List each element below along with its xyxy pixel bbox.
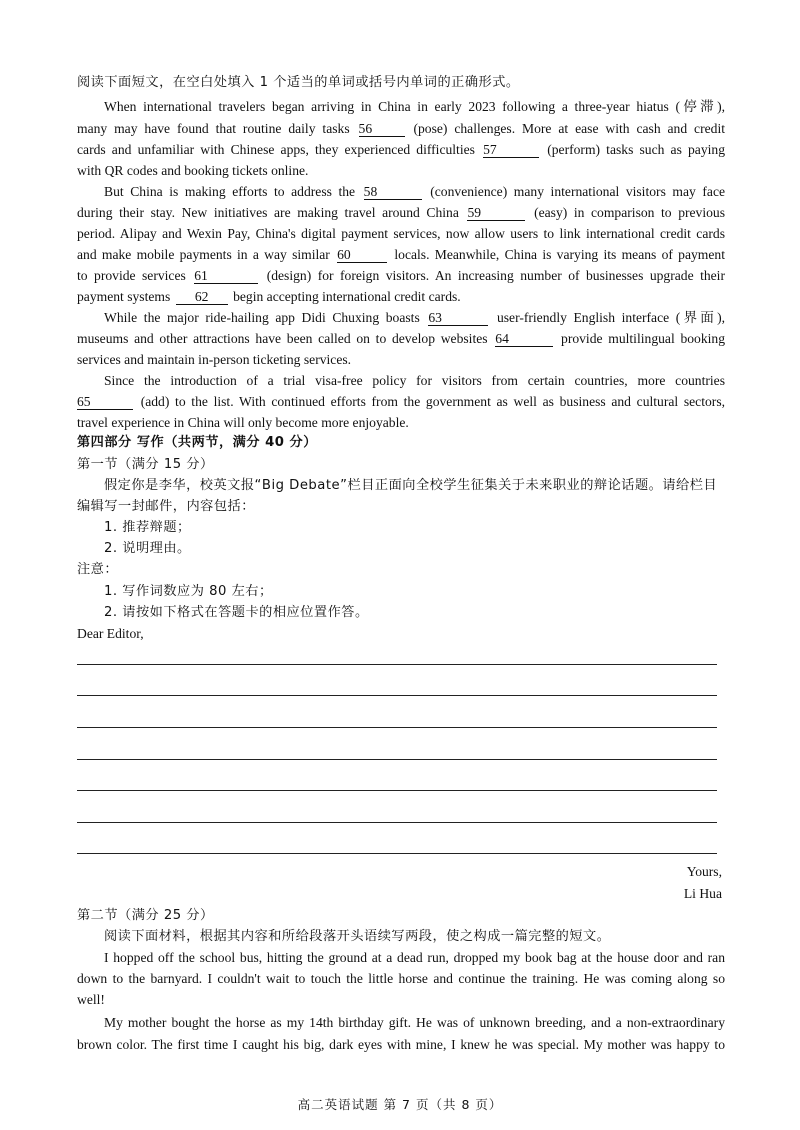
answer-line[interactable]	[77, 759, 717, 760]
passage-line: But China is making efforts to address the 58 (convenience) many international visitors may face	[104, 184, 726, 199]
part4-heading: 第四部分 写作（共两节，满分 40 分）	[77, 435, 317, 450]
page-footer: 高二英语试题 第 7 页（共 8 页）	[297, 1097, 503, 1112]
passage-line: When international travelers began arriving in China in early 2023 following a three-year hiatus (停滞),	[104, 99, 725, 114]
writing-prompt: 编辑写一封邮件，内容包括：	[77, 499, 255, 514]
blank-60[interactable]: 60	[337, 247, 387, 263]
passage-line: during their stay. New initiatives are making travel around China 59 (easy) in comparison to previous	[77, 205, 726, 220]
section1-heading: 第一节（满分 15 分）	[77, 457, 214, 472]
answer-line[interactable]	[77, 664, 717, 665]
continuation-instruction: 阅读下面材料，根据其内容和所给段落开头语续写两段，使之构成一篇完整的短文。	[104, 929, 611, 944]
passage-line: Since the introduction of a trial visa-free policy for visitors from certain countries, more countries	[104, 373, 725, 388]
blank-61[interactable]: 61	[194, 268, 258, 284]
letter-salutation: Dear Editor,	[77, 626, 144, 641]
letter-closing: Yours,	[686, 864, 722, 879]
note-heading: 注意：	[77, 562, 119, 577]
story-line: My mother bought the horse as my 14th birthday gift. He was of unknown breeding, and a non-extraordinary	[104, 1015, 725, 1030]
story-line: brown color. The first time I caught his big, dark eyes with mine, I knew he was special. My mother was happy to	[77, 1037, 725, 1052]
passage-line: many may have found that routine daily tasks 56 (pose) challenges. More at ease with cash and credit	[77, 121, 726, 136]
answer-line[interactable]	[77, 790, 717, 791]
passage-line: payment systems 62 begin accepting international credit cards.	[77, 289, 461, 304]
story-line: I hopped off the school bus, hitting the ground at a dead run, dropped my book bag at the house door and ran	[104, 950, 725, 965]
passage-line: museums and other attractions have been called on to develop websites 64 provide multilingual booking	[77, 331, 725, 346]
prompt-item: 2. 说明理由。	[104, 541, 191, 556]
passage-line: services and maintain in-person ticketing services.	[77, 352, 352, 367]
passage-line: cards and unfamiliar with Chinese apps, they experienced difficulties 57 (perform) tasks such as paying	[77, 142, 725, 157]
letter-signature: Li Hua	[683, 886, 722, 901]
answer-line[interactable]	[77, 853, 717, 854]
prompt-item: 1. 推荐辩题；	[104, 520, 191, 535]
answer-line[interactable]	[77, 822, 717, 823]
blank-62[interactable]: 62	[176, 289, 228, 305]
answer-line[interactable]	[77, 695, 717, 696]
blank-57[interactable]: 57	[483, 142, 539, 158]
blank-65[interactable]: 65	[77, 394, 133, 410]
answer-line[interactable]	[77, 727, 717, 728]
note-item: 2. 请按如下格式在答题卡的相应位置作答。	[104, 605, 369, 620]
passage-line: to provide services 61 (design) for foreign visitors. An increasing number of businesses upgrade their	[77, 268, 725, 283]
blank-58[interactable]: 58	[364, 184, 422, 200]
cloze-instruction: 阅读下面短文，在空白处填入 1 个适当的单词或括号内单词的正确形式。	[77, 75, 520, 90]
passage-line: travel experience in China will only become more enjoyable.	[77, 415, 409, 430]
blank-59[interactable]: 59	[467, 205, 525, 221]
story-line: well!	[77, 992, 105, 1007]
passage-line: While the major ride-hailing app Didi Chuxing boasts 63 user-friendly English interface (界面),	[104, 310, 725, 325]
blank-56[interactable]: 56	[359, 121, 405, 137]
section2-heading: 第二节（满分 25 分）	[77, 908, 214, 923]
passage-line: 65 (add) to the list. With continued efforts from the government as well as business and cultural sectors,	[77, 394, 726, 409]
passage-line: period. Alipay and Wexin Pay, China's digital payment services, now allow users to link international credit cards	[77, 226, 725, 241]
blank-64[interactable]: 64	[495, 331, 553, 347]
passage-line: with QR codes and booking tickets online.	[77, 163, 309, 178]
note-item: 1. 写作词数应为 80 左右；	[104, 584, 273, 599]
passage-line: and make mobile payments in a way similar 60 locals. Meanwhile, China is varying its means of payment	[77, 247, 725, 262]
writing-prompt: 假定你是李华，校英文报“Big Debate”栏目正面向全校学生征集关于未来职业的辩论话题。请给栏目	[104, 478, 718, 493]
blank-63[interactable]: 63	[428, 310, 488, 326]
story-line: down to the barnyard. I couldn't wait to touch the little horse and continue the training. He was coming along so	[77, 971, 725, 986]
